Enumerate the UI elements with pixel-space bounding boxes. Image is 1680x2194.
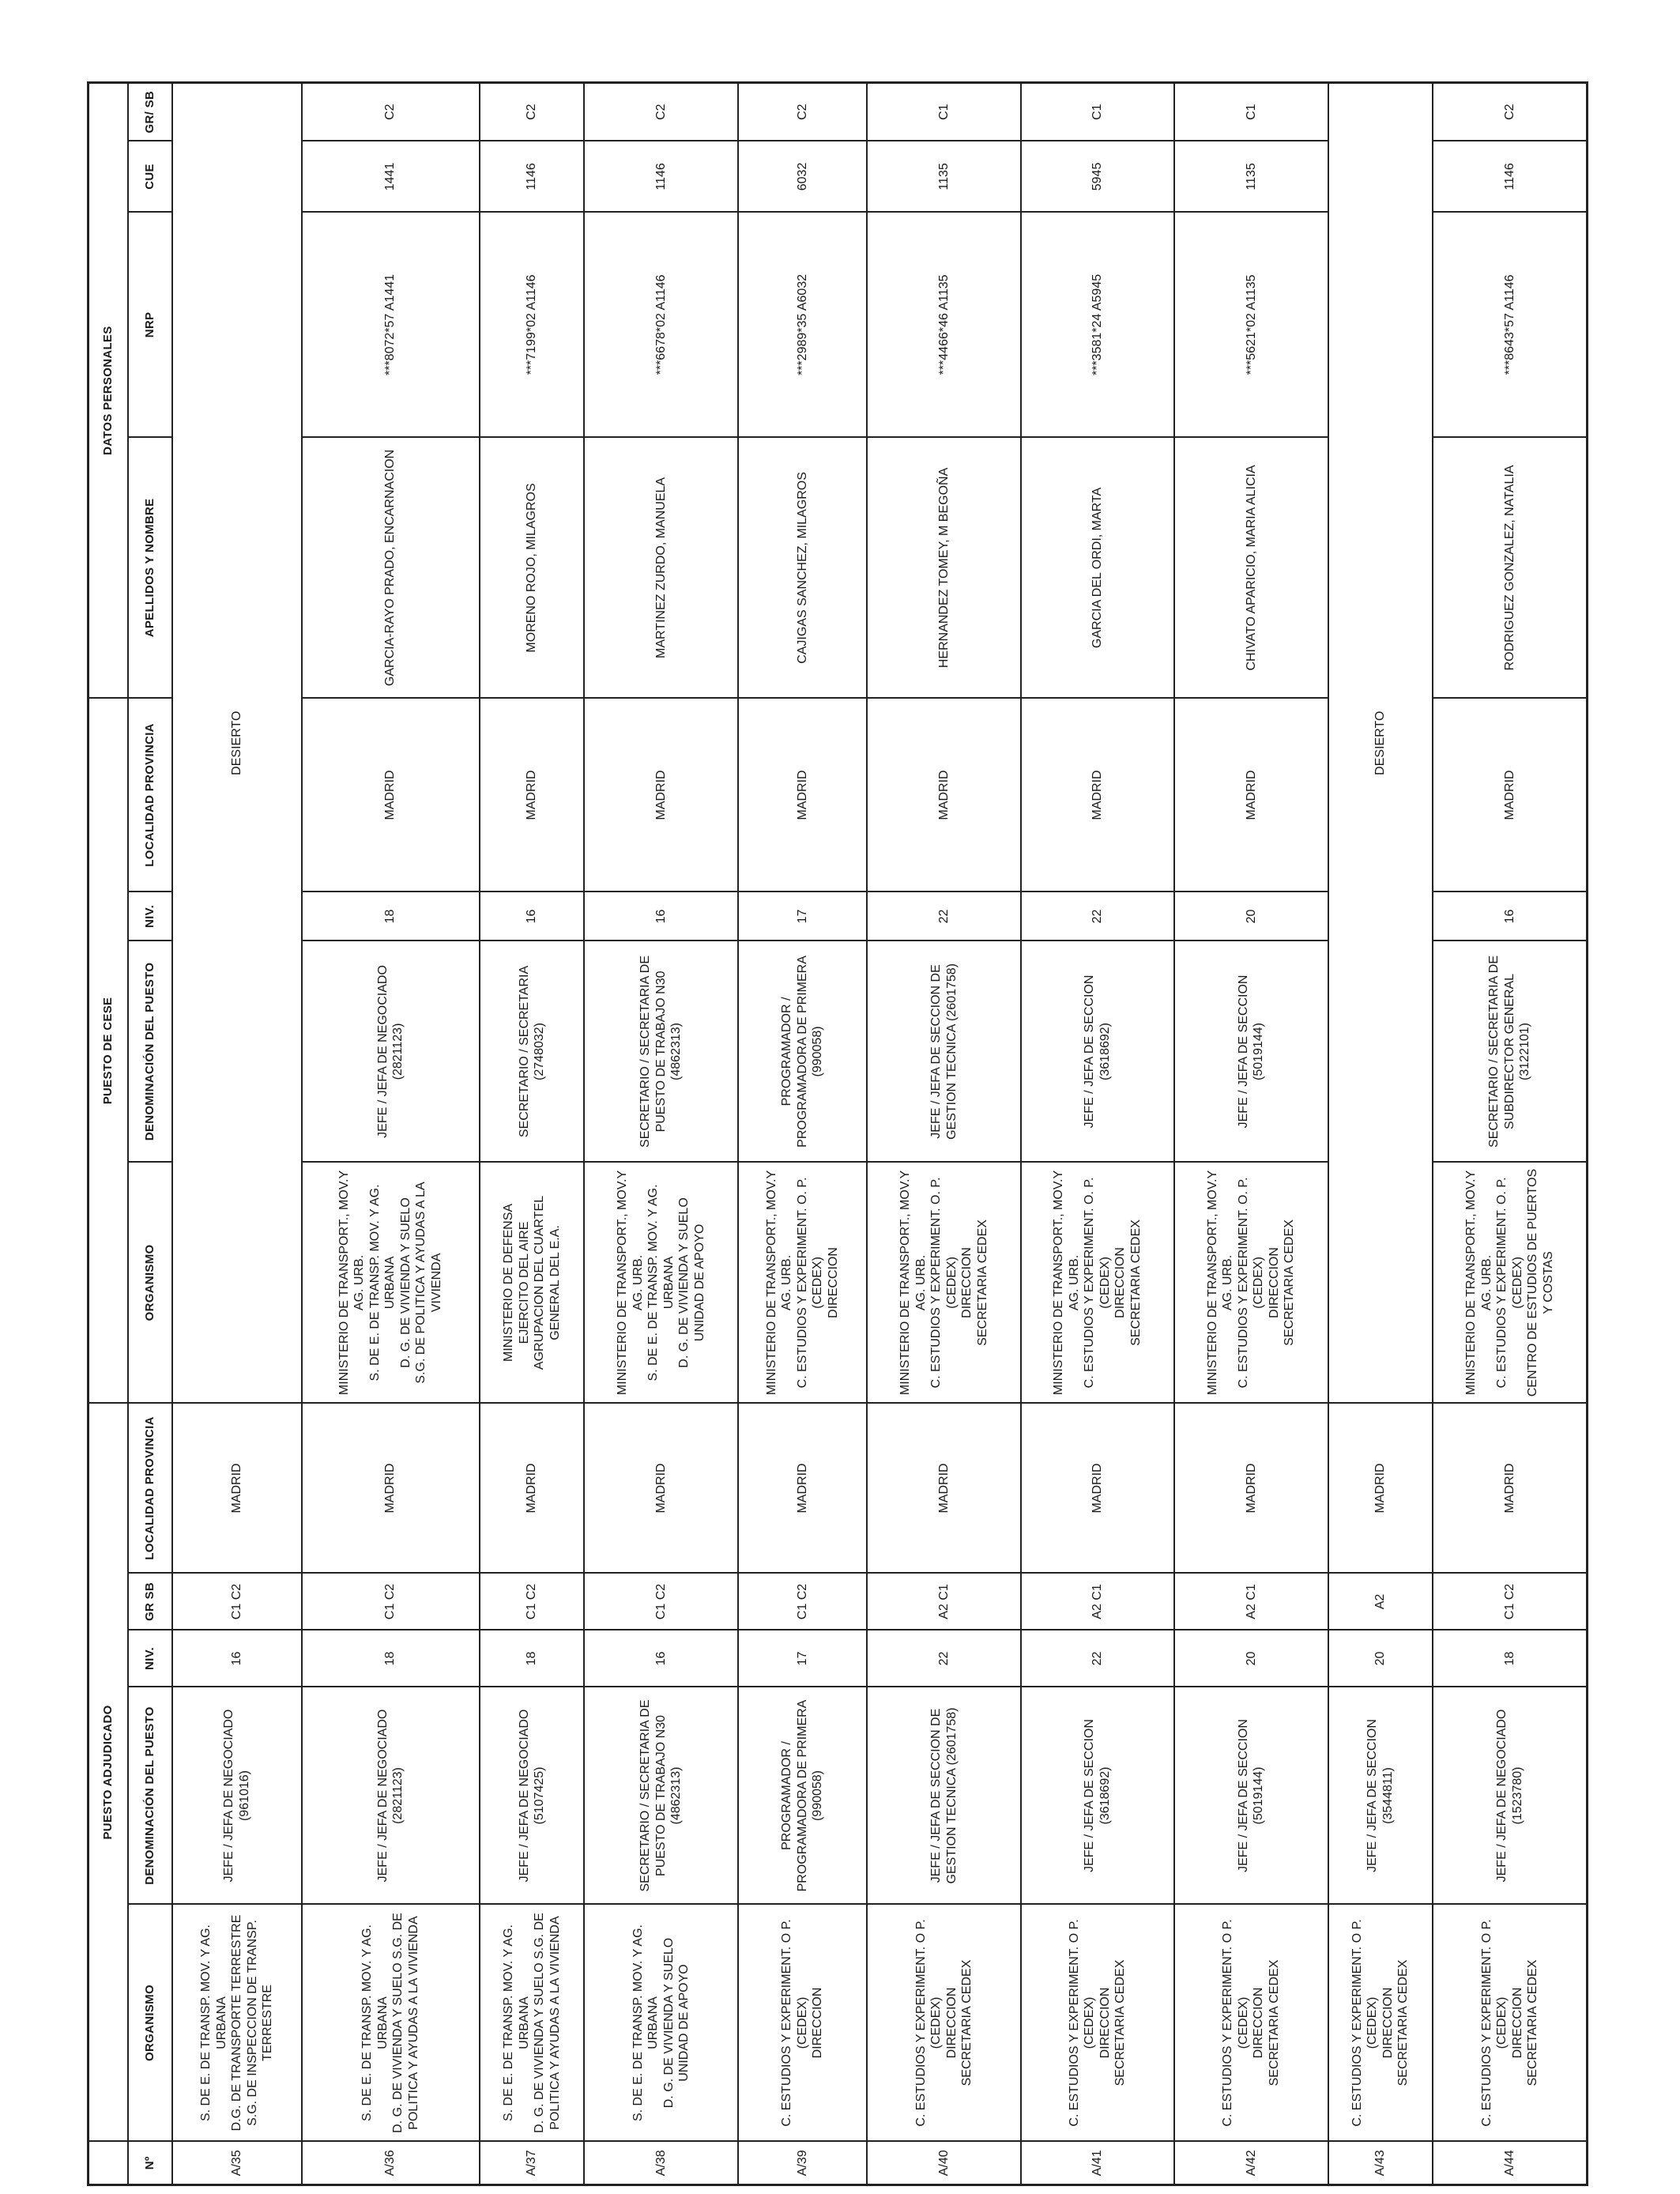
- nrp: ***2989*35 A6032: [738, 212, 868, 437]
- nivel-cese: 16: [480, 892, 585, 941]
- nivel-adjudicado: 16: [172, 1630, 302, 1687]
- cue: 5945: [1021, 141, 1174, 212]
- col-localidad-cese: LOCALIDAD PROVINCIA: [128, 698, 172, 892]
- nivel-adjudicado: 18: [302, 1630, 480, 1687]
- col-organismo-adj: ORGANISMO: [128, 1905, 172, 2142]
- cue: 1146: [480, 141, 585, 212]
- nivel-cese: 22: [867, 892, 1020, 941]
- table-row: [867, 82, 1020, 2185]
- organismo-cese: MINISTERIO DE TRANSPORT., MOV.Y AG. URB. C. ESTUDIOS Y EXPERIMENT. O. P.(CEDEX) DIRECCION SECRETARIA CEDEX: [1174, 1162, 1328, 1403]
- col-denominacion-adj: DENOMINACIÓN DEL PUESTO: [128, 1687, 172, 1905]
- nivel-adjudicado: 22: [867, 1630, 1020, 1687]
- denominacion-adjudicado: JEFE / JEFA DE SECCION DE GESTION TECNICA (2601758): [867, 1687, 1020, 1905]
- nrp: ***7199*02 A1146: [480, 212, 585, 437]
- organismo-cese: MINISTERIO DE TRANSPORT., MOV.Y AG. URB. S. DE E. DE TRANSP. MOV. Y AG. URBANA D. G. DE VIVIENDA Y SUELO UNIDAD DE APOYO: [584, 1162, 737, 1403]
- grupo-subgrupo: C1: [1174, 82, 1328, 141]
- col-niv-adj: NIV.: [128, 1630, 172, 1687]
- cue: 1135: [867, 141, 1020, 212]
- desierto-cell: DESIERTO: [172, 82, 302, 1403]
- localidad-adjudicado: MADRID: [1174, 1403, 1328, 1573]
- apellidos-nombre: MORENO ROJO, MILAGROS: [480, 437, 585, 698]
- col-niv-cese: NIV.: [128, 892, 172, 941]
- apellidos-nombre: GARCIA-RAYO PRADO, ENCARNACION: [302, 437, 480, 698]
- organismo-cese: MINISTERIO DE DEFENSA EJERCITO DEL AIRE AGRUPACION DEL CUARTEL GENERAL DEL E.A.: [480, 1162, 585, 1403]
- denominacion-cese: JEFE / JEFA DE SECCION DE GESTION TECNICA (2601758): [867, 941, 1020, 1162]
- nivel-adjudicado: 17: [738, 1630, 868, 1687]
- organismo-cese: MINISTERIO DE TRANSPORT., MOV.Y AG. URB. C. ESTUDIOS Y EXPERIMENT. O. P.(CEDEX) CENTRO DE ESTUDIOS DE PUERTOS Y COSTAS: [1433, 1162, 1587, 1403]
- grupo-subgrupo: C2: [480, 82, 585, 141]
- localidad-adjudicado: MADRID: [584, 1403, 737, 1573]
- col-organismo-cese: ORGANISMO: [128, 1162, 172, 1403]
- denominacion-cese: PROGRAMADOR / PROGRAMADORA DE PRIMERA (990058): [738, 941, 868, 1162]
- col-apellidos: APELLIDOS Y NOMBRE: [128, 437, 172, 698]
- col-localidad-adj: LOCALIDAD PROVINCIA: [128, 1403, 172, 1573]
- organismo-adjudicado: S. DE E. DE TRANSP. MOV. Y AG. URBANA D.G. DE TRANSPORTE TERRESTRE S.G. DE INSPECCION DE TRANSP. TERRESTRE: [172, 1905, 302, 2142]
- grupo-subgrupo: C2: [738, 82, 868, 141]
- nivel-cese: 20: [1174, 892, 1328, 941]
- denominacion-adjudicado: JEFE / JEFA DE NEGOCIADO (2821123): [302, 1687, 480, 1905]
- nrp: ***6678*02 A1146: [584, 212, 737, 437]
- cue: 1135: [1174, 141, 1328, 212]
- nrp: ***3581*24 A5945: [1021, 212, 1174, 437]
- adjudication-table: [87, 81, 1588, 2186]
- denominacion-adjudicado: JEFE / JEFA DE NEGOCIADO (5107425): [480, 1687, 585, 1905]
- denominacion-adjudicado: JEFE / JEFA DE NEGOCIADO (961016): [172, 1687, 302, 1905]
- localidad-adjudicado: MADRID: [1433, 1403, 1587, 1573]
- denominacion-cese: JEFE / JEFA DE SECCION (5019144): [1174, 941, 1328, 1162]
- organismo-adjudicado: C. ESTUDIOS Y EXPERIMENT. O P.(CEDEX) DIRECCION SECRETARIA CEDEX: [1021, 1905, 1174, 2142]
- grupo-adjudicado: C1 C2: [738, 1574, 868, 1630]
- localidad-cese: MADRID: [1433, 698, 1587, 892]
- table-row: [1174, 82, 1328, 2185]
- apellidos-nombre: MARTINEZ ZURDO, MANUELA: [584, 437, 737, 698]
- cue: 1146: [1433, 141, 1587, 212]
- apellidos-nombre: GARCIA DEL ORDI, MARTA: [1021, 437, 1174, 698]
- grupo-adjudicado: A2 C1: [867, 1574, 1020, 1630]
- col-num: Nº: [128, 2142, 172, 2185]
- nivel-adjudicado: 18: [1433, 1630, 1587, 1687]
- cue: 1441: [302, 141, 480, 212]
- localidad-adjudicado: MADRID: [738, 1403, 868, 1573]
- denominacion-cese: JEFE / JEFA DE NEGOCIADO (2821123): [302, 941, 480, 1162]
- grupo-adjudicado: A2 C1: [1174, 1574, 1328, 1630]
- localidad-cese: MADRID: [1174, 698, 1328, 892]
- nrp: ***8072*57 A1441: [302, 212, 480, 437]
- nivel-cese: 16: [584, 892, 737, 941]
- row-num: A/39: [738, 2142, 868, 2185]
- denominacion-adjudicado: JEFE / JEFA DE SECCION (3544811): [1328, 1687, 1433, 1905]
- organismo-adjudicado: C. ESTUDIOS Y EXPERIMENT. O P.(CEDEX) DIRECCION SECRETARIA CEDEX: [867, 1905, 1020, 2142]
- cue: 1146: [584, 141, 737, 212]
- organismo-adjudicado: C. ESTUDIOS Y EXPERIMENT. O P.(CEDEX) DIRECCION SECRETARIA CEDEX: [1328, 1905, 1433, 2142]
- grupo-subgrupo: C1: [867, 82, 1020, 141]
- organismo-cese: MINISTERIO DE TRANSPORT., MOV.Y AG. URB. C. ESTUDIOS Y EXPERIMENT. O. P.(CEDEX) DIRECCION: [738, 1162, 868, 1403]
- organismo-adjudicado: S. DE E. DE TRANSP. MOV. Y AG. URBANA D. G. DE VIVIENDA Y SUELO UNIDAD DE APOYO: [584, 1905, 737, 2142]
- nrp: ***8643*57 A1146: [1433, 212, 1587, 437]
- denominacion-adjudicado: JEFE / JEFA DE SECCION (5019144): [1174, 1687, 1328, 1905]
- header-datos-personales: DATOS PERSONALES: [89, 82, 129, 698]
- apellidos-nombre: CAJIGAS SANCHEZ, MILAGROS: [738, 437, 868, 698]
- nivel-adjudicado: 18: [480, 1630, 585, 1687]
- denominacion-cese: JEFE / JEFA DE SECCION (3618692): [1021, 941, 1174, 1162]
- organismo-cese: MINISTERIO DE TRANSPORT., MOV.Y AG. URB. C. ESTUDIOS Y EXPERIMENT. O. P.(CEDEX) DIRECCION SECRETARIA CEDEX: [867, 1162, 1020, 1403]
- nivel-adjudicado: 20: [1174, 1630, 1328, 1687]
- grupo-subgrupo: C2: [1433, 82, 1587, 141]
- desierto-cell: DESIERTO: [1328, 82, 1433, 1403]
- header-puesto-cese: PUESTO DE CESE: [89, 698, 129, 1403]
- denominacion-adjudicado: JEFE / JEFA DE SECCION (3618692): [1021, 1687, 1174, 1905]
- cue: 6032: [738, 141, 868, 212]
- denominacion-cese: SECRETARIO / SECRETARIA DE PUESTO DE TRABAJO N30 (4862313): [584, 941, 737, 1162]
- localidad-adjudicado: MADRID: [1328, 1403, 1433, 1573]
- organismo-adjudicado: S. DE E. DE TRANSP. MOV. Y AG. URBANA D. G. DE VIVIENDA Y SUELO S.G. DE POLITICA Y AYUDAS A LA VIVIENDA: [302, 1905, 480, 2142]
- organismo-adjudicado: S. DE E. DE TRANSP. MOV. Y AG. URBANA D. G. DE VIVIENDA Y SUELO S.G. DE POLITICA Y AYUDAS A LA VIVIENDA: [480, 1905, 585, 2142]
- grupo-subgrupo: C2: [584, 82, 737, 141]
- organismo-adjudicado: C. ESTUDIOS Y EXPERIMENT. O P.(CEDEX) DIRECCION: [738, 1905, 868, 2142]
- localidad-cese: MADRID: [1021, 698, 1174, 892]
- organismo-cese: MINISTERIO DE TRANSPORT., MOV.Y AG. URB. C. ESTUDIOS Y EXPERIMENT. O. P.(CEDEX) DIRECCION SECRETARIA CEDEX: [1021, 1162, 1174, 1403]
- localidad-adjudicado: MADRID: [172, 1403, 302, 1573]
- nivel-cese: 22: [1021, 892, 1174, 941]
- table-row: [1328, 82, 1433, 2185]
- localidad-adjudicado: MADRID: [480, 1403, 585, 1573]
- row-num: A/41: [1021, 2142, 1174, 2185]
- grupo-adjudicado: A2: [1328, 1574, 1433, 1630]
- row-num: A/44: [1433, 2142, 1587, 2185]
- table-row: [1021, 82, 1174, 2185]
- grupo-adjudicado: C1 C2: [302, 1574, 480, 1630]
- grupo-adjudicado: A2 C1: [1021, 1574, 1174, 1630]
- nrp: ***4466*46 A1135: [867, 212, 1020, 437]
- table-row: [584, 82, 737, 2185]
- table-row: [172, 82, 302, 2185]
- col-gr-sb-adj: GR SB: [128, 1574, 172, 1630]
- table-row: [1433, 82, 1587, 2185]
- organismo-cese: MINISTERIO DE TRANSPORT., MOV.Y AG. URB. S. DE E. DE TRANSP. MOV. Y AG. URBANA D. G. DE VIVIENDA Y SUELO S.G. DE POLITICA Y AYUDAS A LA VIVIENDA: [302, 1162, 480, 1403]
- organismo-adjudicado: C. ESTUDIOS Y EXPERIMENT. O P.(CEDEX) DIRECCION SECRETARIA CEDEX: [1433, 1905, 1587, 2142]
- nivel-cese: 16: [1433, 892, 1587, 941]
- nivel-adjudicado: 20: [1328, 1630, 1433, 1687]
- nivel-cese: 17: [738, 892, 868, 941]
- localidad-adjudicado: MADRID: [1021, 1403, 1174, 1573]
- col-gr-sb: GR/ SB: [128, 82, 172, 141]
- apellidos-nombre: HERNANDEZ TOMEY, M BEGOÑA: [867, 437, 1020, 698]
- grupo-adjudicado: C1 C2: [172, 1574, 302, 1630]
- row-num: A/42: [1174, 2142, 1328, 2185]
- row-num: A/43: [1328, 2142, 1433, 2185]
- col-nrp: NRP: [128, 212, 172, 437]
- row-num: A/37: [480, 2142, 585, 2185]
- nivel-adjudicado: 22: [1021, 1630, 1174, 1687]
- row-num: A/38: [584, 2142, 737, 2185]
- localidad-cese: MADRID: [584, 698, 737, 892]
- nrp: ***5621*02 A1135: [1174, 212, 1328, 437]
- grupo-adjudicado: C1 C2: [584, 1574, 737, 1630]
- nivel-adjudicado: 16: [584, 1630, 737, 1687]
- localidad-adjudicado: MADRID: [302, 1403, 480, 1573]
- grupo-subgrupo: C1: [1021, 82, 1174, 141]
- localidad-cese: MADRID: [867, 698, 1020, 892]
- organismo-adjudicado: C. ESTUDIOS Y EXPERIMENT. O P.(CEDEX) DIRECCION SECRETARIA CEDEX: [1174, 1905, 1328, 2142]
- header-blank: [89, 2142, 129, 2185]
- col-denominacion-cese: DENOMINACIÓN DEL PUESTO: [128, 941, 172, 1162]
- row-num: A/40: [867, 2142, 1020, 2185]
- localidad-adjudicado: MADRID: [867, 1403, 1020, 1573]
- row-num: A/35: [172, 2142, 302, 2185]
- localidad-cese: MADRID: [480, 698, 585, 892]
- denominacion-cese: SECRETARIO / SECRETARIA (2748032): [480, 941, 585, 1162]
- grupo-subgrupo: C2: [302, 82, 480, 141]
- table-row: [480, 82, 585, 2185]
- denominacion-adjudicado: JEFE / JEFA DE NEGOCIADO (1523780): [1433, 1687, 1587, 1905]
- row-num: A/36: [302, 2142, 480, 2185]
- col-cue: CUE: [128, 141, 172, 212]
- grupo-adjudicado: C1 C2: [1433, 1574, 1587, 1630]
- denominacion-adjudicado: PROGRAMADOR / PROGRAMADORA DE PRIMERA (990058): [738, 1687, 868, 1905]
- table-row: [302, 82, 480, 2185]
- apellidos-nombre: RODRIGUEZ GONZALEZ, NATALIA: [1433, 437, 1587, 698]
- table-row: [738, 82, 868, 2185]
- apellidos-nombre: CHIVATO APARICIO, MARIA ALICIA: [1174, 437, 1328, 698]
- denominacion-cese: SECRETARIO / SECRETARIA DE SUBDIRECTOR GENERAL (3122101): [1433, 941, 1587, 1162]
- grupo-adjudicado: C1 C2: [480, 1574, 585, 1630]
- localidad-cese: MADRID: [738, 698, 868, 892]
- header-puesto-adjudicado: PUESTO ADJUDICADO: [89, 1403, 129, 2141]
- denominacion-adjudicado: SECRETARIO / SECRETARIA DE PUESTO DE TRABAJO N30 (4862313): [584, 1687, 737, 1905]
- nivel-cese: 18: [302, 892, 480, 941]
- localidad-cese: MADRID: [302, 698, 480, 892]
